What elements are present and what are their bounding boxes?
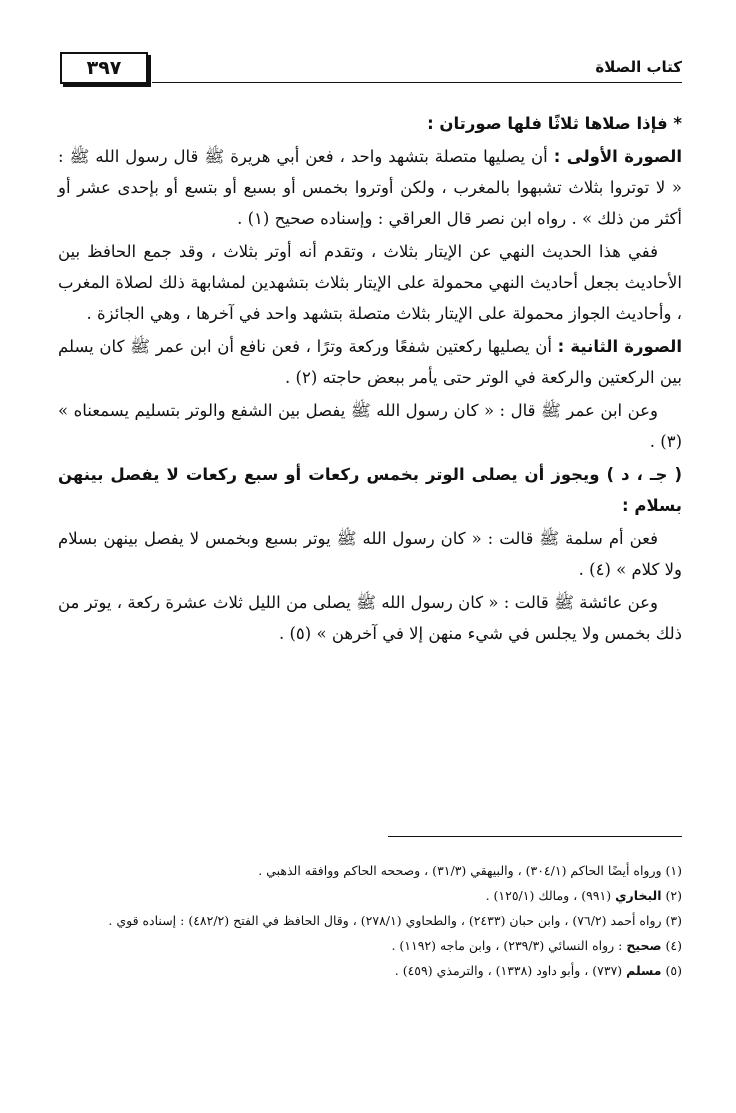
paragraph-lead: الصورة الثانية : (557, 337, 682, 356)
footnote-item: (١) ورواه أيضًا الحاكم (٣٠٤/١) ، والبيهقي (٣١/٣) ، وصححه الحاكم ووافقه الذهبي . (258, 863, 682, 878)
section-heading: ( جـ ، د ) ويجوز أن يصلى الوتر بخمس ركعات أو سبع ركعات لا يفصل بينهن بسلام : (58, 465, 682, 515)
footnote-item (58, 958, 682, 983)
page-number: ٣٩٧ (60, 52, 148, 84)
footnote-item: (٣) رواه أحمد (٧٦/٢) ، وابن حبان (٢٤٣٣) ، والطحاوي (٢٧٨/١) ، وقال الحافظ في الفتح (٤٨٢/٢) : إسناده قوي . (108, 913, 682, 928)
footnote-item (58, 933, 682, 958)
page-header (60, 52, 682, 84)
footnote-divider (388, 836, 682, 837)
footnote-text: (٧٣٧) ، وأبو داود (١٣٣٨) ، والترمذي (٤٥٩) . (394, 963, 627, 978)
paragraph-ibn-umar: وعن ابن عمر ﷺ قال : « كان رسول الله ﷺ يفصل بين الشفع والوتر بتسليم يسمعناه » (٣) . (58, 401, 682, 451)
footnote-number: (٤) (661, 938, 682, 953)
paragraph-text: أن يصليها متصلة بتشهد واحد ، فعن أبي هريرة ﷺ قال رسول الله ﷺ : « لا توتروا بثلاث تشبهوا بالمغرب ، ولكن أوتروا بخمس أو بسبع أو بتسع أو بإحدى عشر أو أكثر من ذلك » . رواه ابن نصر قال العراقي : وإسناده صحيح (١) . (58, 147, 682, 228)
footnote-item (58, 883, 682, 908)
paragraph-first-form (58, 141, 682, 234)
header-divider (152, 82, 682, 83)
paragraph-text: أن يصليها ركعتين شفعًا وركعة وترًا ، فعن نافع أن ابن عمر ﷺ كان يسلم بين الركعتين والركعة في الوتر حتى يأمر ببعض حاجته (٢) . (58, 337, 682, 387)
paragraph-second-form (58, 331, 682, 393)
book-title: كتاب الصلاة (595, 58, 682, 76)
footnote-source: صحيح (626, 938, 662, 953)
section-heading: * فإذا صلاها ثلاثًا فلها صورتان : (427, 114, 682, 133)
footnote-number: (٥) (661, 963, 682, 978)
main-text (58, 108, 682, 651)
footnote-source: مسلم (626, 963, 662, 978)
footnote-text: : رواه النسائي (٢٣٩/٣) ، وابن ماجه (١١٩٢) . (391, 938, 627, 953)
paragraph-lead: الصورة الأولى : (553, 147, 682, 166)
paragraph-aisha: وعن عائشة ﷺ قالت : « كان رسول الله ﷺ يصلى من الليل ثلاث عشرة ركعة ، يوتر من ذلك بخمس ولا يجلس في شيء منهن إلا في آخرهن » (٥) . (58, 593, 682, 643)
paragraph-commentary: ففي هذا الحديث النهي عن الإيتار بثلاث ، وتقدم أنه أوتر بثلاث ، وقد جمع الحافظ بين الأحاديث بجعل أحاديث النهي محمولة على الإيتار بثلاث بتشهدين لمشابهة ذلك لصلاة المغرب ، وأحاديث الجواز محمولة على الإيتار بثلاث متصلة بتشهد واحد في آخرها ، وهي الجائزة . (58, 242, 682, 323)
footnote-text: (٩٩١) ، ومالك (١٢٥/١) . (485, 888, 616, 903)
footnote-number: (٢) (661, 888, 682, 903)
footnote-source: البخاري (615, 888, 662, 903)
paragraph-umm-salama: فعن أم سلمة ﷺ قالت : « كان رسول الله ﷺ يوتر بسبع وبخمس لا يفصل بينهن بسلام ولا كلام » (٤) . (58, 529, 682, 579)
footnotes (58, 858, 682, 983)
